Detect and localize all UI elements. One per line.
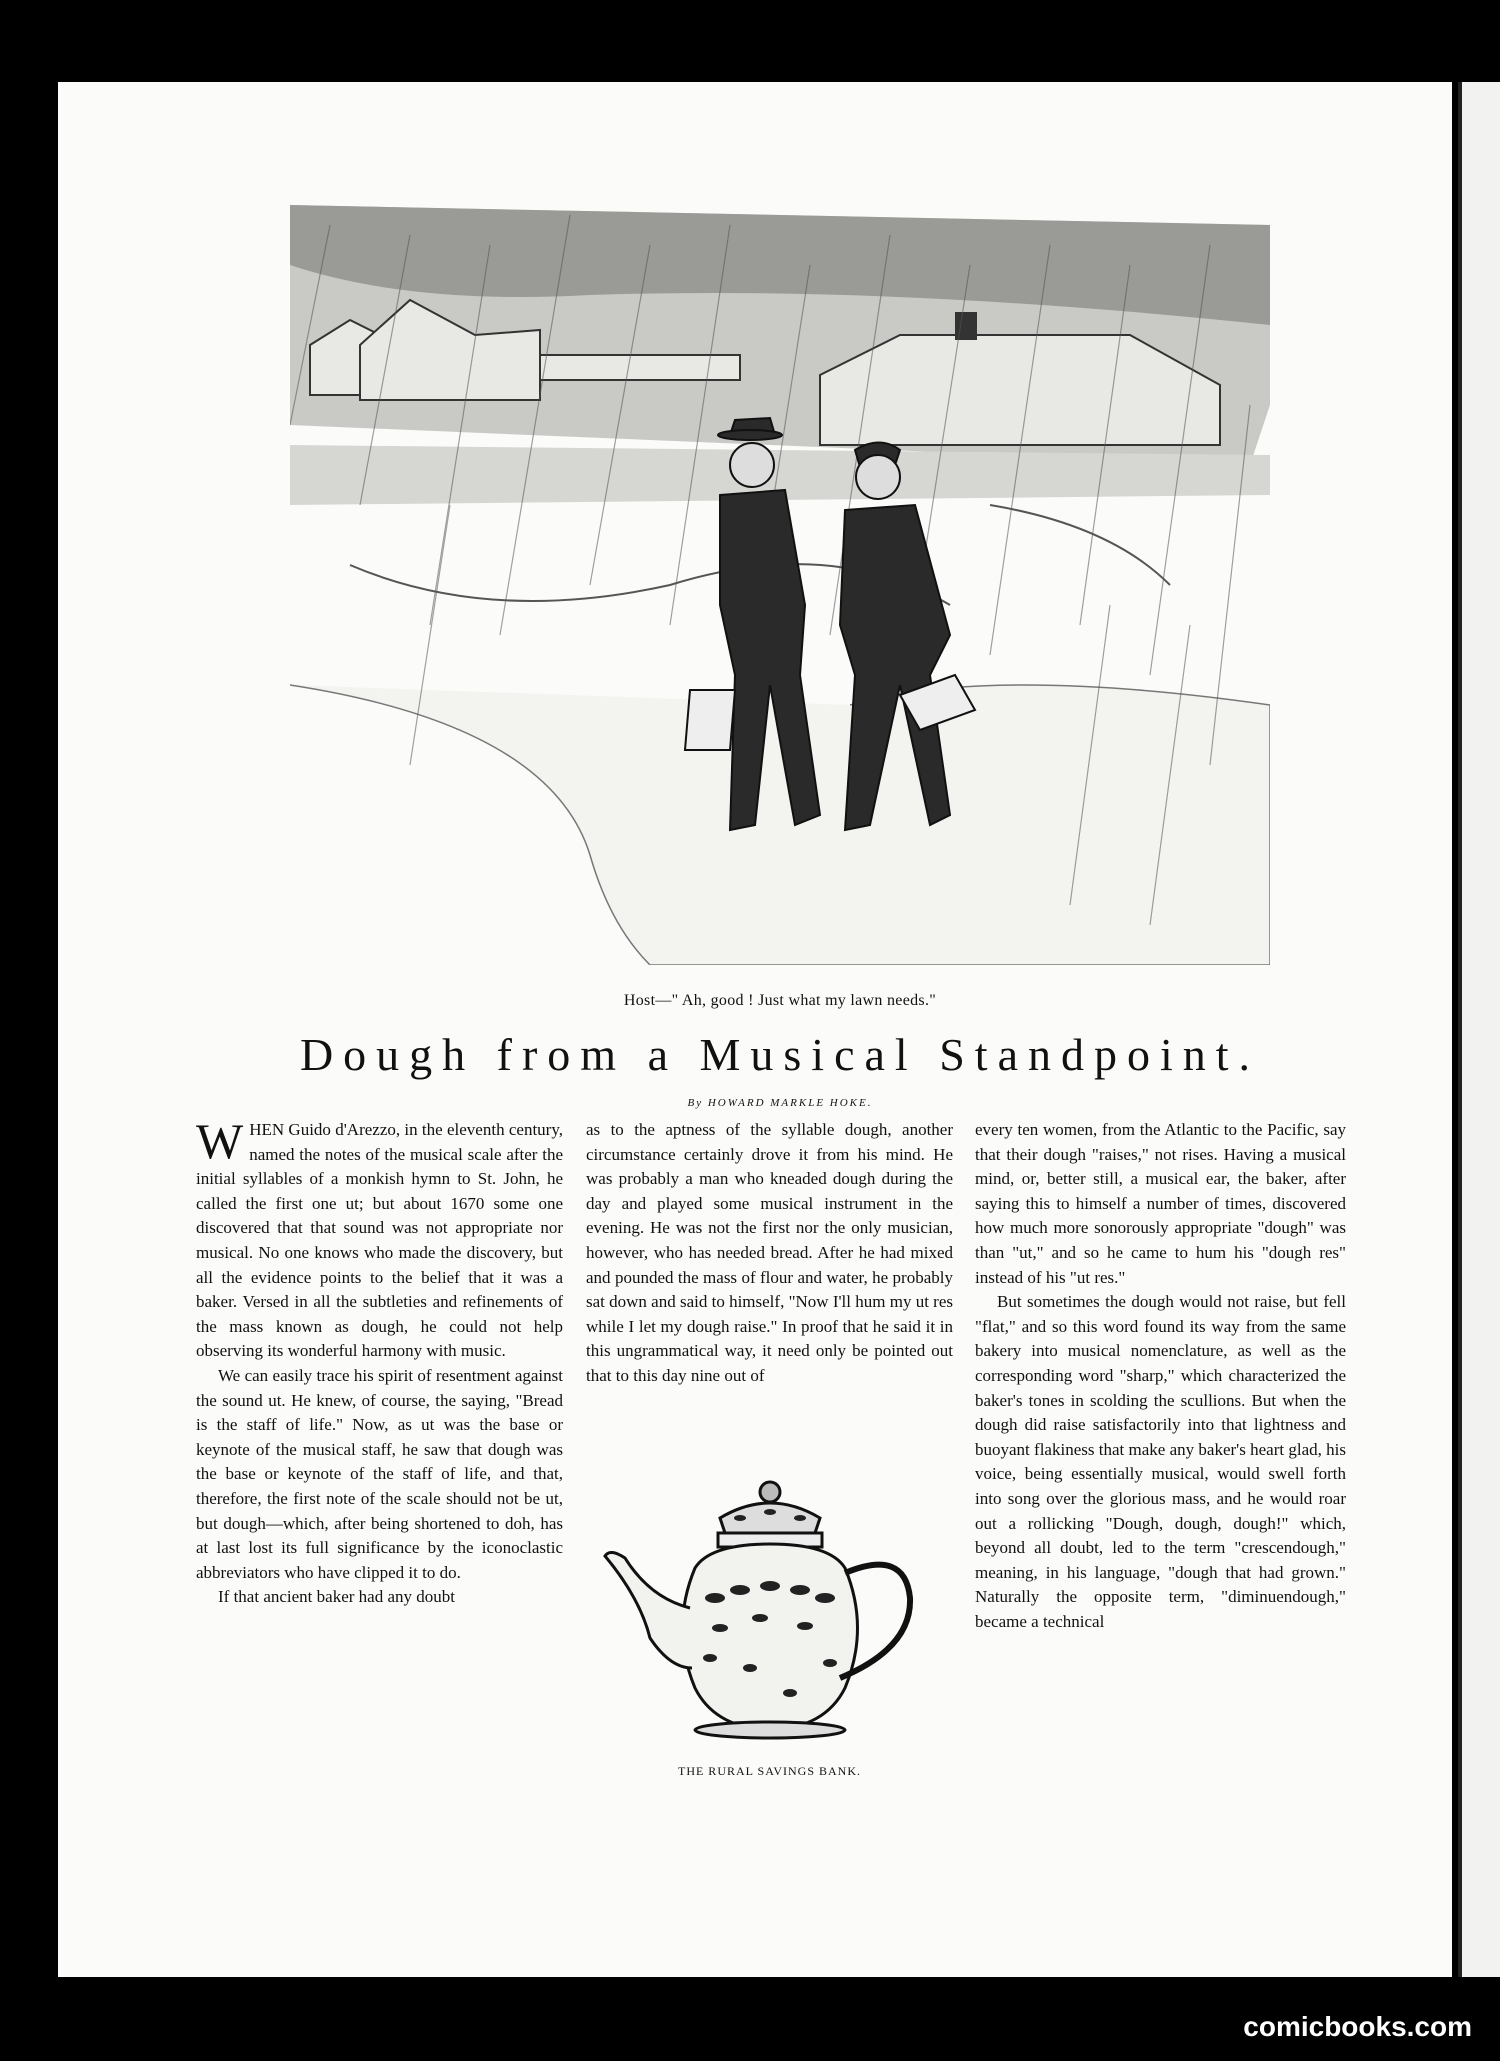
paragraph: But sometimes the dough would not raise, but fell "flat," and so this word found its way from the same bakery into musical nomenclature, as well as the corresponding word "sharp," which characterized the baker's tones in scolding the scullions. But when the dough did raise satisfactorily into that lightness and buoyant flakiness that make any baker's heart glad, his voice, being essentially musical, would swell forth into song over the glorious mass, and he would roar out a rollicking "Dough, dough, dough!" which, beyond all doubt, led to the term "crescendough," meaning, in his language, "dough that had grown." Naturally the opposite term, "diminuendough," became a technical — [975, 1292, 1346, 1631]
paragraph: We can easily trace his spirit of resentment against the sound ut. He knew, of course, the saying, "Bread is the staff of life." Now, as ut was the base or keynote of the musical staff, he saw that dough was the base or keynote of the staff of life, and that, therefore, the first note of the scale should not be ut, but dough—which, after being shortened to doh, has at last lost its full significance by the iconoclastic abbreviators who have clipped it to do. — [196, 1365, 563, 1582]
teapot-illustration — [600, 1478, 940, 1748]
article-title: Dough from a Musical Standpoint. — [299, 1029, 1261, 1080]
rainy-street-scene-illustration — [290, 205, 1270, 965]
paragraph: as to the aptness of the syllable dough, another circumstance certainly drove it from his mind. He was probably a man who kneaded dough during the day and played some musical instrument in the evening. He was not the first nor the only musician, however, who has needed bread. After he had mixed and pounded the mass of flour and water, he probably sat down and said to himself, "Now I'll hum my ut res while I let my dough raise." In proof that he said it in this ungrammatical way, it need only be pointed out that to this day nine out of — [586, 1120, 953, 1385]
site-watermark: comicbooks.com — [1243, 2011, 1472, 2042]
article-column-1 — [196, 1113, 563, 1610]
illustration-caption: Host—" Ah, good ! Just what my lawn needs." — [623, 992, 937, 1009]
paragraph: every ten women, from the Atlantic to the Pacific, say that their dough "raises," not rises. Having a musical mind, or, better still, a musical ear, the baker, after saying this to himself a number of times, discovered how much more sonorously appropriate "dough" was than "ut," and so he came to hum his "dough res" instead of his "ut res." — [975, 1120, 1346, 1287]
paragraph: WHEN Guido d'Arezzo, in the eleventh century, named the notes of the musical scale after the initial syllables of a monkish hymn to St. John, he called the first one ut; but about 1670 some one discovered that that sound was not appropriate nor musical. No one knows who made the discovery, but all the evidence points to the belief that it was a baker. Versed in all the subtleties and refinements of the mass known as dough, he could not help observing its wonderful harmony with music. — [196, 1113, 563, 1361]
teapot-caption: THE RURAL SAVINGS BANK. — [677, 1764, 861, 1778]
article-column-3 — [975, 1118, 1346, 1634]
article-column-2 — [586, 1118, 953, 1389]
drop-cap: W — [196, 1113, 244, 1169]
facing-page-edge — [1458, 82, 1500, 1977]
article-byline: By HOWARD MARKLE HOKE. — [687, 1097, 873, 1109]
paragraph: If that ancient baker had any doubt — [218, 1587, 455, 1607]
